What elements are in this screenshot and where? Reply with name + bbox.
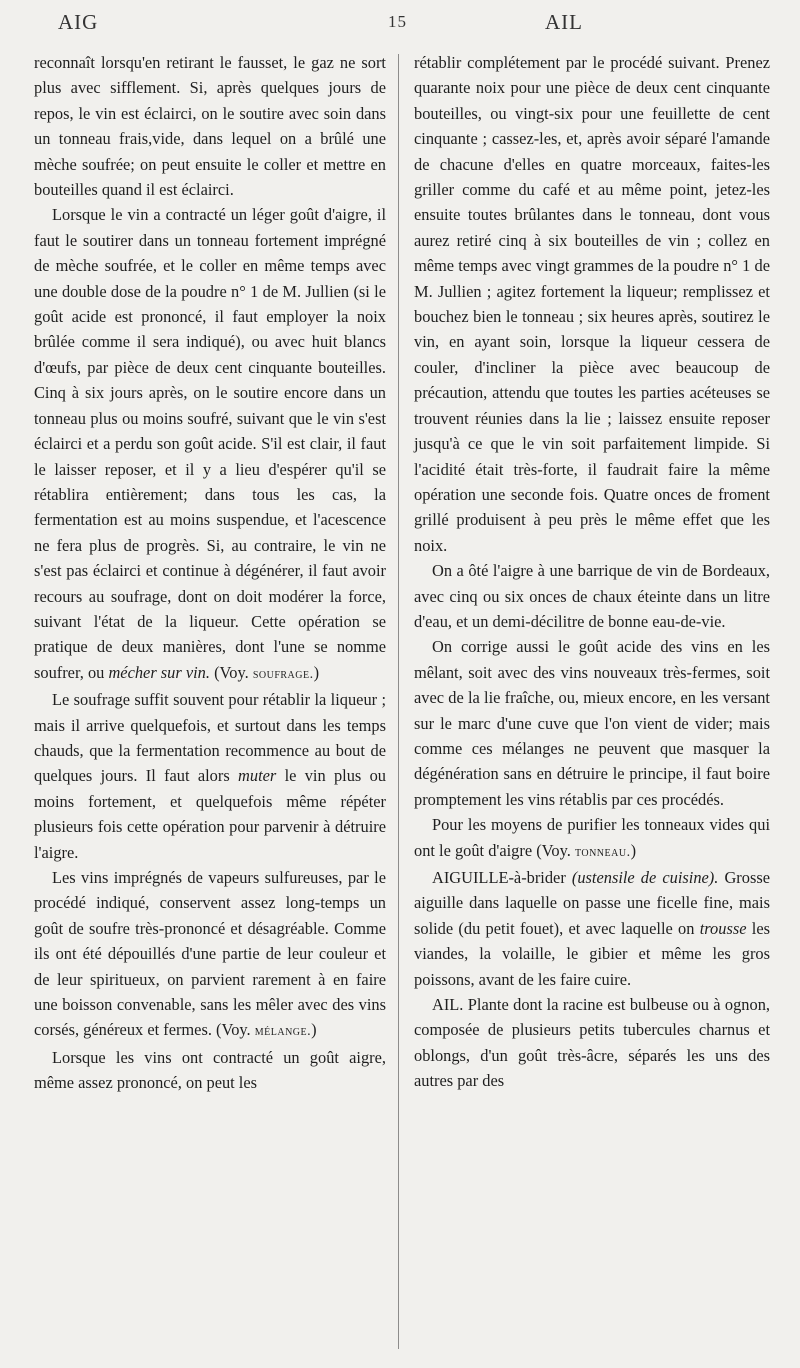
cross-reference: tonneau. bbox=[574, 844, 631, 860]
paragraph: reconnaît lorsqu'en retirant le fausset, le gaz ne sort plus avec sifflement. Si, après quelques jours de repos, le vin est éclairci, on le soutire avec soin dans un tonneau frais,vide, dans lequel on a brûlé une mèche soufrée; on peut ensuite le coller et mettre en bouteilles quand il est éclairci. bbox=[34, 53, 386, 200]
dictionary-entry: AIL. Plante dont la racine est bulbeuse ou à ognon, composée de plusieurs petits tubercules charnus et oblongs, d'un goût très-âcre, séparés les uns des autres par des bbox=[414, 995, 770, 1091]
paragraph bbox=[34, 202, 386, 687]
dictionary-entry bbox=[414, 865, 770, 992]
header-right-word: AIL bbox=[545, 10, 583, 34]
header-left-word: AIG bbox=[58, 10, 99, 34]
italic-term: mécher sur vin. bbox=[108, 662, 210, 682]
paragraph: Lorsque les vins ont contracté un goût aigre, même assez prononcé, on peut les bbox=[34, 1047, 386, 1093]
running-head bbox=[0, 10, 800, 40]
paragraph: On corrige aussi le goût acide des vins en les mêlant, soit avec des vins nouveaux très-fermes, soit avec de la lie fraîche, ou, mieux encore, en les versant sur le marc d'une cuve que l'on vient de vider; mais comme ces mélanges ne peuvent que masquer la dégénération sans en détruire le principe, il faut boire promptement les vins rétablis par ces procédés. bbox=[414, 637, 770, 809]
cross-reference-close: ) bbox=[313, 662, 320, 682]
cross-reference-open: (Voy. bbox=[214, 662, 249, 682]
paragraph-text: Le soufrage suffit souvent pour rétablir la liqueur ; mais il arrive quelquefois, et surtout dans les temps chauds, que la fermentation recommence au bout de quelques jours. Il faut alors bbox=[34, 690, 386, 786]
cross-reference: soufrage. bbox=[252, 666, 314, 682]
paragraph-text: les viandes, la volaille, le gibier et même les gros poissons, avant de les faire cuire. bbox=[414, 918, 770, 989]
left-column bbox=[34, 50, 386, 1096]
paragraph-text: Les vins imprégnés de vapeurs sulfureuses, par le procédé indiqué, conservent assez long-temps un goût de soufre très-prononcé et désagréable. Comme ils ont été dépouillés d'une partie de leur couleur et de leur spiritueux, on parvient rarement à en faire une boisson convenable, sans les mêler avec des vins corsés, généreux et fermes. (Voy. bbox=[34, 868, 386, 1040]
paragraph-text: Pour les moyens de purifier les tonneaux vides qui ont le goût d'aigre (Voy. bbox=[414, 815, 770, 860]
paragraph-text: Grosse aiguille dans laquelle on passe une ficelle fine, mais solide (du petit fouet), et avec laquelle on bbox=[414, 868, 770, 938]
paragraph: On a ôté l'aigre à une barrique de vin de Bordeaux, avec cinq ou six onces de chaux éteinte dans un litre d'eau, et un demi-décilitre de bonne eau-de-vie. bbox=[414, 561, 770, 631]
italic-term: (ustensile de cuisine). bbox=[571, 868, 719, 887]
page-number: 15 bbox=[388, 12, 407, 31]
cross-reference-close: ) bbox=[311, 1020, 317, 1040]
cross-reference-close: ) bbox=[630, 840, 637, 860]
italic-term: muter bbox=[238, 766, 277, 786]
paragraph-text: Lorsque le vin a contracté un léger goût d'aigre, il faut le soutirer dans un tonneau fortement imprégné de mèche soufrée, et le coller en même temps avec une double dose de la poudre n° 1 de M. Jullien (si le goût acide est prononcé, il faut employer la noix brûlée comme il sera indiqué), ou avec huit blancs d'œufs, par pièce de deux cent cinquante bouteilles. Cinq à six jours après, on le soutire encore dans un tonneau plus ou moins soufré, suivant que le vin s'est éclairci et a perdu son goût acide. S'il est clair, il faut le laisser reposer, et il y a lieu d'espérer qu'il se rétablira entièrement; dans tous les cas, la fermentation est au moins suspendue, et l'acescence ne fera plus de progrès. Si, au contraire, le vin ne s'est pas éclairci et continue à dégénérer, il faut avoir recours au soufrage, dont on doit modérer la force, suivant l'état de la liqueur. Cette opération se pratique de deux manières, dont l'une se nomme soufrer, ou bbox=[34, 205, 386, 682]
paragraph-text: le vin plus ou moins fortement, et quelquefois même répéter plusieurs fois cette opération pour parvenir à détruire l'aigre. bbox=[34, 766, 386, 862]
cross-reference: mélange. bbox=[254, 1024, 312, 1040]
paragraph bbox=[414, 812, 770, 865]
paragraph: rétablir complétement par le procédé suivant. Prenez quarante noix pour une pièce de deux cent cinquante bouteilles, ou vingt-six pour une feuillette de cent cinquante ; cassez-les, et, après avoir séparé l'amande de chacune d'elles en quatre morceaux, faites-les griller comme du café et au même point, jetez-les ensuite toutes brûlantes dans le tonneau, dont vous aurez retiré cinq à six bouteilles de vin ; collez en même temps avec vingt grammes de la poudre n° 1 de M. Jullien ; agitez fortement la liqueur; remplissez et bouchez bien le tonneau ; six heures après, soutirez le vin, en ayant soin, lorsque la liqueur cessera de couler, d'incliner la pièce avec beaucoup de précaution, attendu que toutes les parties acéteuses se trouvent réunies dans la lie ; laissez ensuite reposer jusqu'à ce que le vin soit parfaitement limpide. Si l'acidité était très-forte, il faudrait faire la même opération une seconde fois. Quatre onces de froment grillé produisent à peu près le même effet que les noix. bbox=[414, 53, 770, 555]
italic-term: trousse bbox=[699, 918, 747, 938]
entry-headword: AIGUILLE-à-brider bbox=[432, 868, 566, 887]
column-divider bbox=[398, 54, 399, 1349]
paragraph bbox=[34, 687, 386, 865]
right-column bbox=[414, 50, 770, 1094]
paragraph bbox=[34, 865, 386, 1045]
